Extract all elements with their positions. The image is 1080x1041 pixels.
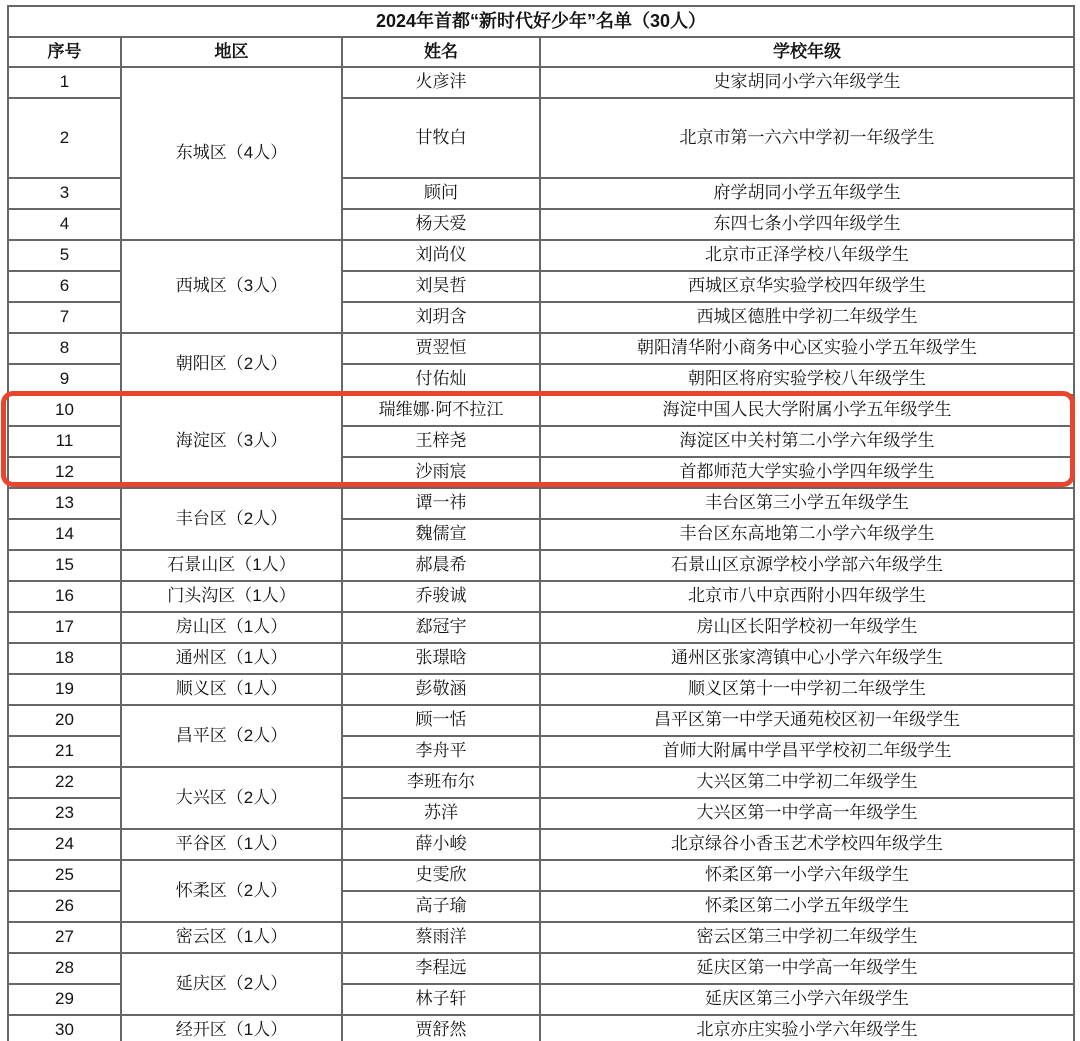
district-cell: 经开区（1人） bbox=[121, 1015, 342, 1041]
student-name: 瑞维娜·阿不拉江 bbox=[342, 395, 540, 426]
table-row bbox=[8, 395, 1074, 426]
student-name: 史雯欣 bbox=[342, 860, 540, 891]
column-header-school: 学校年级 bbox=[540, 37, 1074, 67]
student-name: 顾一恬 bbox=[342, 705, 540, 736]
school-grade: 怀柔区第二小学五年级学生 bbox=[540, 891, 1074, 922]
student-name: 乔骏诚 bbox=[342, 581, 540, 612]
school-grade: 府学胡同小学五年级学生 bbox=[540, 178, 1074, 209]
row-number: 30 bbox=[8, 1015, 121, 1041]
school-grade: 丰台区第三小学五年级学生 bbox=[540, 488, 1074, 519]
student-name: 甘牧白 bbox=[342, 98, 540, 178]
school-grade: 延庆区第一中学高一年级学生 bbox=[540, 953, 1074, 984]
row-number: 4 bbox=[8, 209, 121, 240]
table-row bbox=[8, 240, 1074, 271]
row-number: 12 bbox=[8, 457, 121, 488]
district-cell: 朝阳区（2人） bbox=[121, 333, 342, 395]
district-cell: 怀柔区（2人） bbox=[121, 860, 342, 922]
student-name: 火彦沣 bbox=[342, 67, 540, 98]
school-grade: 大兴区第二中学初二年级学生 bbox=[540, 767, 1074, 798]
school-grade: 顺义区第十一中学初二年级学生 bbox=[540, 674, 1074, 705]
district-cell: 门头沟区（1人） bbox=[121, 581, 342, 612]
school-grade: 石景山区京源学校小学部六年级学生 bbox=[540, 550, 1074, 581]
school-grade: 北京亦庄实验小学六年级学生 bbox=[540, 1015, 1074, 1041]
student-name: 苏洋 bbox=[342, 798, 540, 829]
row-number: 28 bbox=[8, 953, 121, 984]
row-number: 10 bbox=[8, 395, 121, 426]
table-row bbox=[8, 674, 1074, 705]
table-header-row bbox=[8, 37, 1074, 67]
school-grade: 怀柔区第一小学六年级学生 bbox=[540, 860, 1074, 891]
row-number: 17 bbox=[8, 612, 121, 643]
district-cell: 西城区（3人） bbox=[121, 240, 342, 333]
table-row bbox=[8, 550, 1074, 581]
table-body bbox=[8, 67, 1074, 1041]
student-name: 魏儒宣 bbox=[342, 519, 540, 550]
school-grade: 史家胡同小学六年级学生 bbox=[540, 67, 1074, 98]
row-number: 15 bbox=[8, 550, 121, 581]
table-row bbox=[8, 922, 1074, 953]
school-grade: 西城区德胜中学初二年级学生 bbox=[540, 302, 1074, 333]
table-row bbox=[8, 767, 1074, 798]
school-grade: 朝阳清华附小商务中心区实验小学五年级学生 bbox=[540, 333, 1074, 364]
row-number: 3 bbox=[8, 178, 121, 209]
district-cell: 房山区（1人） bbox=[121, 612, 342, 643]
student-name: 杨天爱 bbox=[342, 209, 540, 240]
column-header-name: 姓名 bbox=[342, 37, 540, 67]
row-number: 29 bbox=[8, 984, 121, 1015]
row-number: 24 bbox=[8, 829, 121, 860]
column-header-no: 序号 bbox=[8, 37, 121, 67]
row-number: 1 bbox=[8, 67, 121, 98]
district-cell: 平谷区（1人） bbox=[121, 829, 342, 860]
table-row bbox=[8, 612, 1074, 643]
student-name: 李程远 bbox=[342, 953, 540, 984]
school-grade: 大兴区第一中学高一年级学生 bbox=[540, 798, 1074, 829]
district-cell: 石景山区（1人） bbox=[121, 550, 342, 581]
student-name: 李班布尔 bbox=[342, 767, 540, 798]
column-header-district: 地区 bbox=[121, 37, 342, 67]
student-name: 郄冠宇 bbox=[342, 612, 540, 643]
school-grade: 海淀区中关村第二小学六年级学生 bbox=[540, 426, 1074, 457]
table-row bbox=[8, 333, 1074, 364]
student-name: 郝晨希 bbox=[342, 550, 540, 581]
school-grade: 西城区京华实验学校四年级学生 bbox=[540, 271, 1074, 302]
table-row bbox=[8, 953, 1074, 984]
row-number: 13 bbox=[8, 488, 121, 519]
table-row bbox=[8, 67, 1074, 98]
row-number: 27 bbox=[8, 922, 121, 953]
table-title-row bbox=[8, 6, 1074, 37]
table-row bbox=[8, 1015, 1074, 1041]
school-grade: 丰台区东高地第二小学六年级学生 bbox=[540, 519, 1074, 550]
row-number: 11 bbox=[8, 426, 121, 457]
row-number: 20 bbox=[8, 705, 121, 736]
row-number: 26 bbox=[8, 891, 121, 922]
district-cell: 海淀区（3人） bbox=[121, 395, 342, 488]
school-grade: 首都师范大学实验小学四年级学生 bbox=[540, 457, 1074, 488]
school-grade: 海淀中国人民大学附属小学五年级学生 bbox=[540, 395, 1074, 426]
row-number: 5 bbox=[8, 240, 121, 271]
school-grade: 朝阳区将府实验学校八年级学生 bbox=[540, 364, 1074, 395]
table-row bbox=[8, 488, 1074, 519]
row-number: 16 bbox=[8, 581, 121, 612]
student-name: 刘尚仪 bbox=[342, 240, 540, 271]
student-name: 蔡雨洋 bbox=[342, 922, 540, 953]
table-row bbox=[8, 643, 1074, 674]
row-number: 2 bbox=[8, 98, 121, 178]
student-name: 王梓尧 bbox=[342, 426, 540, 457]
student-name: 高子瑜 bbox=[342, 891, 540, 922]
student-name: 李舟平 bbox=[342, 736, 540, 767]
row-number: 23 bbox=[8, 798, 121, 829]
page-title: 2024年首都“新时代好少年”名单（30人） bbox=[8, 6, 1074, 37]
student-name: 彭敬涵 bbox=[342, 674, 540, 705]
district-cell: 大兴区（2人） bbox=[121, 767, 342, 829]
district-cell: 延庆区（2人） bbox=[121, 953, 342, 1015]
row-number: 19 bbox=[8, 674, 121, 705]
row-number: 22 bbox=[8, 767, 121, 798]
table-row bbox=[8, 705, 1074, 736]
student-name: 付佑灿 bbox=[342, 364, 540, 395]
district-cell: 昌平区（2人） bbox=[121, 705, 342, 767]
school-grade: 房山区长阳学校初一年级学生 bbox=[540, 612, 1074, 643]
student-name: 薛小峻 bbox=[342, 829, 540, 860]
row-number: 21 bbox=[8, 736, 121, 767]
school-grade: 延庆区第三小学六年级学生 bbox=[540, 984, 1074, 1015]
student-name: 张璟晗 bbox=[342, 643, 540, 674]
district-cell: 顺义区（1人） bbox=[121, 674, 342, 705]
school-grade: 北京市第一六六中学初一年级学生 bbox=[540, 98, 1074, 178]
school-grade: 北京绿谷小香玉艺术学校四年级学生 bbox=[540, 829, 1074, 860]
district-cell: 东城区（4人） bbox=[121, 67, 342, 240]
student-name: 贾舒然 bbox=[342, 1015, 540, 1041]
school-grade: 通州区张家湾镇中心小学六年级学生 bbox=[540, 643, 1074, 674]
row-number: 25 bbox=[8, 860, 121, 891]
district-cell: 丰台区（2人） bbox=[121, 488, 342, 550]
school-grade: 昌平区第一中学天通苑校区初一年级学生 bbox=[540, 705, 1074, 736]
table-row bbox=[8, 829, 1074, 860]
school-grade: 首师大附属中学昌平学校初二年级学生 bbox=[540, 736, 1074, 767]
row-number: 18 bbox=[8, 643, 121, 674]
school-grade: 东四七条小学四年级学生 bbox=[540, 209, 1074, 240]
student-name: 刘玥含 bbox=[342, 302, 540, 333]
student-name: 沙雨宸 bbox=[342, 457, 540, 488]
school-grade: 北京市正泽学校八年级学生 bbox=[540, 240, 1074, 271]
awardees-table bbox=[7, 5, 1075, 1041]
table-row bbox=[8, 581, 1074, 612]
row-number: 8 bbox=[8, 333, 121, 364]
student-name: 顾问 bbox=[342, 178, 540, 209]
row-number: 6 bbox=[8, 271, 121, 302]
table-row bbox=[8, 860, 1074, 891]
student-name: 林子轩 bbox=[342, 984, 540, 1015]
school-grade: 北京市八中京西附小四年级学生 bbox=[540, 581, 1074, 612]
student-name: 谭一祎 bbox=[342, 488, 540, 519]
district-cell: 密云区（1人） bbox=[121, 922, 342, 953]
student-name: 刘昊哲 bbox=[342, 271, 540, 302]
row-number: 14 bbox=[8, 519, 121, 550]
school-grade: 密云区第三中学初二年级学生 bbox=[540, 922, 1074, 953]
row-number: 9 bbox=[8, 364, 121, 395]
student-name: 贾翌恒 bbox=[342, 333, 540, 364]
row-number: 7 bbox=[8, 302, 121, 333]
district-cell: 通州区（1人） bbox=[121, 643, 342, 674]
